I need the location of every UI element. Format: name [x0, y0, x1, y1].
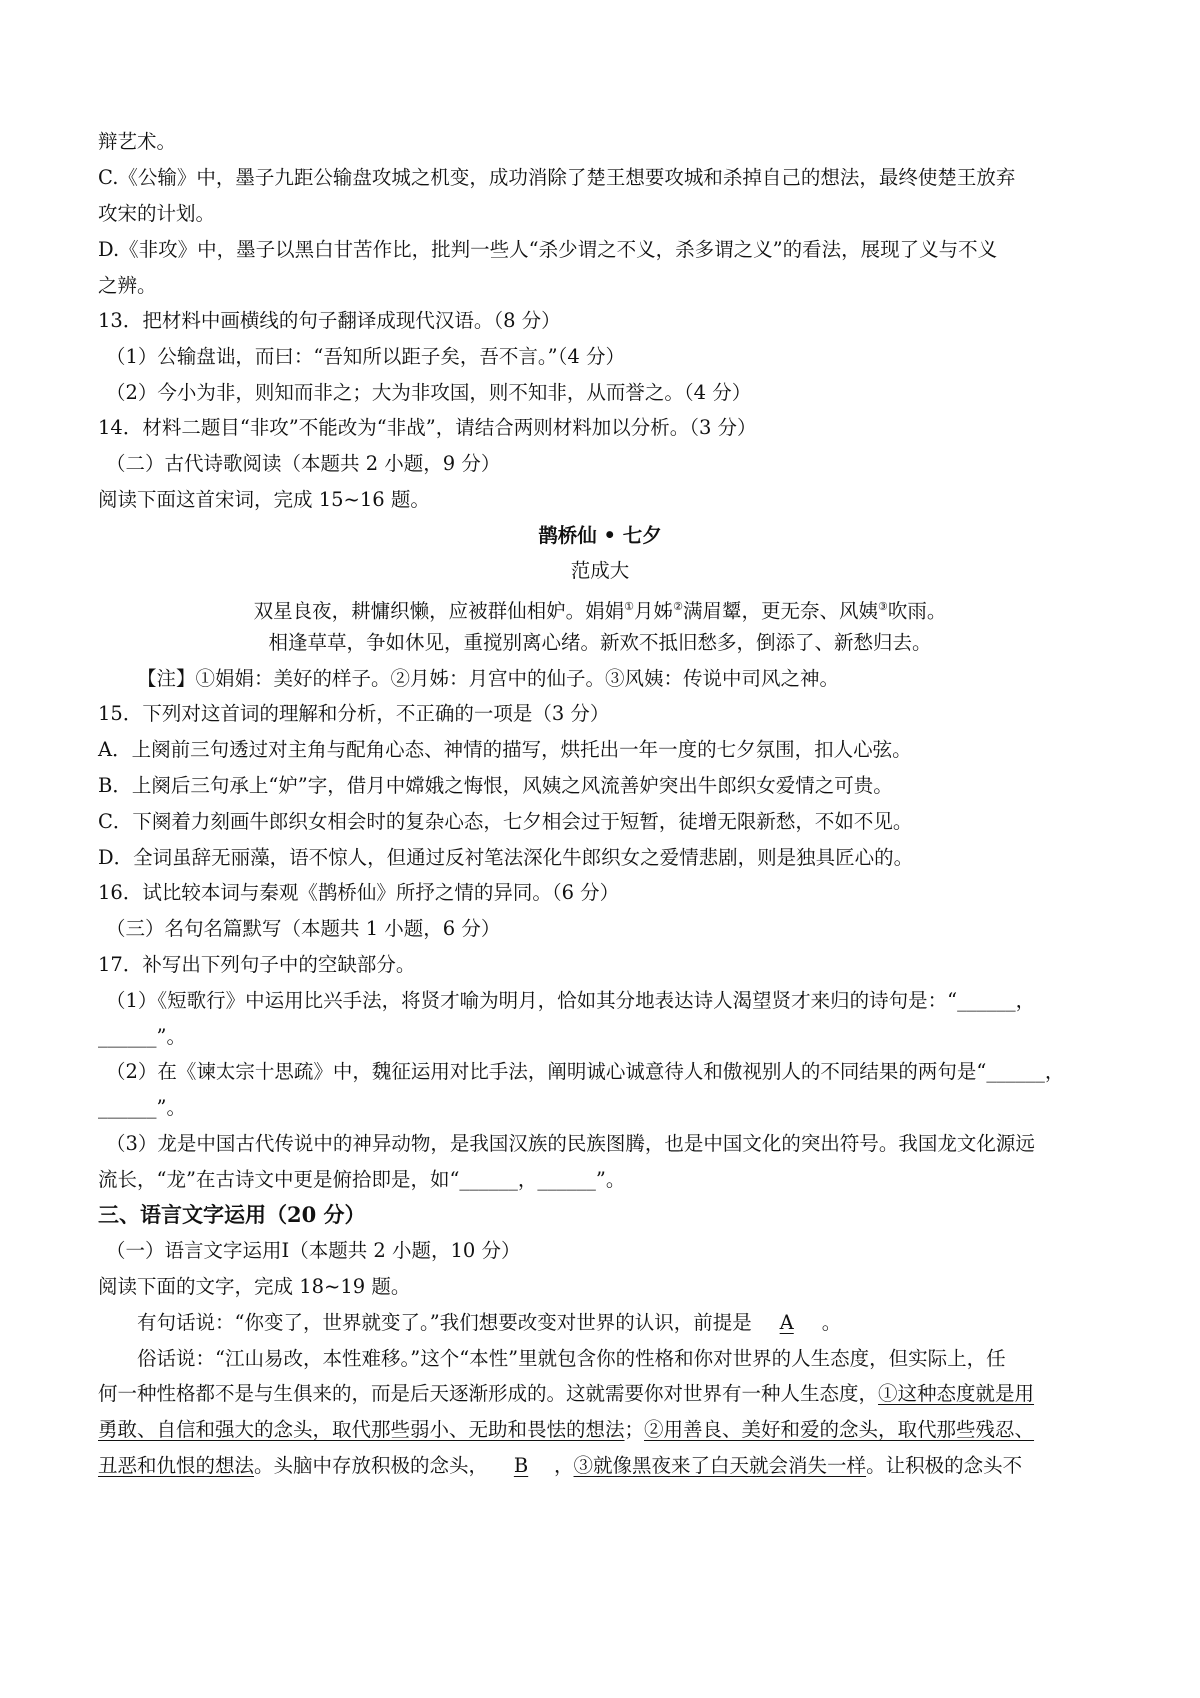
question-17-part2: （2）在《谏太宗十思疏》中，魏征运用对比手法，阐明诚心诚意待人和傲视别人的不同结果的两句是“______，	[106, 1060, 1065, 1083]
question-17-part2-cont: ______”。	[98, 1096, 186, 1119]
question-17-part3-cont: 流长，“龙”在古诗文中更是俯拾即是，如“______，______”。	[98, 1168, 626, 1191]
section-heading-poetry: （二）古代诗歌阅读（本题共 2 小题，9 分）	[106, 452, 501, 475]
poem-author: 范成大	[570, 559, 630, 582]
subsection-heading-language-1: （一）语言文字运用Ⅰ（本题共 2 小题，10 分）	[106, 1239, 521, 1262]
question-13-part2: （2）今小为非，则知而非之；大为非攻国，则不知非，从而誉之。（4 分）	[106, 381, 752, 404]
question-15: 15．下列对这首词的理解和分析，不正确的一项是（3 分）	[98, 702, 610, 725]
underlined-sentence-1: ①这种态度就是用	[878, 1382, 1035, 1405]
underlined-sentence-2: ②用善良、美好和爱的念头，取代那些残忍、	[644, 1418, 1035, 1441]
passage-paragraph-1: 有句话说：“你变了，世界就变了。”我们想要改变对世界的认识，前提是 A 。	[137, 1311, 842, 1334]
footnote-marker: ②	[673, 600, 683, 613]
question-17-part3: （3）龙是中国古代传说中的神异动物，是我国汉族的民族图腾，也是中国文化的突出符号。我国龙文化源远	[106, 1132, 1035, 1155]
blank-b: B	[513, 1454, 529, 1477]
option-c-line1: C.《公输》中，墨子九距公输盘攻城之机变，成功消除了楚王想要攻城和杀掉自己的想法，最终使楚王放弃	[98, 166, 1016, 189]
passage-paragraph-2-line1: 俗话说：“江山易改，本性难移。”这个“本性”里就包含你的性格和你对世界的人生态度，但实际上，任	[137, 1347, 1006, 1370]
question-16: 16．试比较本词与秦观《鹊桥仙》所抒之情的异同。（6 分）	[98, 881, 620, 904]
question-13-part1: （1）公输盘诎，而曰：“吾知所以距子矣，吾不言。”（4 分）	[106, 345, 625, 368]
underlined-sentence-1-cont: 勇敢、自信和强大的念头，取代那些弱小、无助和畏怯的想法	[98, 1418, 625, 1441]
question-17-part1: （1）《短歌行》中运用比兴手法，将贤才喻为明月，恰如其分地表达诗人渴望贤才来归的诗句是：“______，	[106, 989, 1036, 1012]
section-heading-dictation: （三）名句名篇默写（本题共 1 小题，6 分）	[106, 917, 501, 940]
question-15-option-d: D．全词虽辞无丽藻，语不惊人，但通过反衬笔法深化牛郎织女之爱情悲剧，则是独具匠心的。	[98, 846, 914, 869]
underlined-sentence-2-cont: 丑恶和仇恨的想法	[98, 1454, 255, 1477]
footnote-marker: ①	[624, 600, 635, 613]
option-c-line2: 攻宋的计划。	[98, 202, 216, 225]
passage-paragraph-2-line3: 勇敢、自信和强大的念头，取代那些弱小、无助和畏怯的想法；②用善良、美好和爱的念头，取代那些残忍、	[98, 1418, 1035, 1441]
poem-note: 【注】①娟娟：美好的样子。②月姊：月宫中的仙子。③风姨：传说中司风之神。	[137, 667, 840, 690]
blank-a: A	[779, 1311, 794, 1334]
question-15-option-c: C．下阕着力刻画牛郎织女相会时的复杂心态，七夕相会过于短暂，徒增无限新愁，不如不见。	[98, 810, 913, 833]
reading-instruction-18: 阅读下面的文字，完成 18~19 题。	[98, 1275, 411, 1298]
poem-line-2: 相逢草草，争如休见，重搅别离心绪。新欢不抵旧愁多，倒添了、新愁归去。	[268, 631, 932, 654]
footnote-marker: ③	[877, 600, 888, 613]
question-14: 14．材料二题目“非攻”不能改为“非战”，请结合两则材料加以分析。（3 分）	[98, 416, 757, 439]
question-15-option-b: B．上阕后三句承上“妒”字，借月中嫦娥之悔恨，风姨之风流善妒突出牛郎织女爱情之可贵。	[98, 774, 893, 797]
question-17: 17．补写出下列句子中的空缺部分。	[98, 953, 416, 976]
underlined-sentence-3: ③就像黑夜来了白天就会消失一样	[573, 1454, 867, 1477]
section-heading-language: 三、语言文字运用（20 分）	[98, 1202, 366, 1227]
passage-paragraph-2-line2: 何一种性格都不是与生俱来的，而是后天逐渐形成的。这就需要你对世界有一种人生态度，①这种态度就是用	[98, 1382, 1035, 1405]
text-line: 辩艺术。	[98, 130, 177, 153]
poem-line-1: 双星良夜，耕慵织懒，应被群仙相妒。娟娟①月姊②满眉颦，更无奈、风姨③吹雨。	[253, 599, 947, 623]
question-13: 13．把材料中画横线的句子翻译成现代汉语。（8 分）	[98, 309, 561, 332]
reading-instruction: 阅读下面这首宋词，完成 15~16 题。	[98, 488, 430, 511]
option-d-line1: D.《非攻》中，墨子以黑白甘苦作比，批判一些人“杀少谓之不义，杀多谓之义”的看法，展现了义与不义	[98, 238, 998, 261]
poem-title: 鹊桥仙 • 七夕	[538, 524, 662, 547]
option-d-line2: 之辨。	[98, 274, 157, 297]
question-15-option-a: A．上阕前三句透过对主角与配角心态、神情的描写，烘托出一年一度的七夕氛围，扣人心弦。	[98, 738, 912, 761]
question-17-part1-cont: ______”。	[98, 1025, 186, 1048]
passage-paragraph-2-line4: 丑恶和仇恨的想法。头脑中存放积极的念头， B ，③就像黑夜来了白天就会消失一样。让积极的念头不	[98, 1454, 1023, 1477]
